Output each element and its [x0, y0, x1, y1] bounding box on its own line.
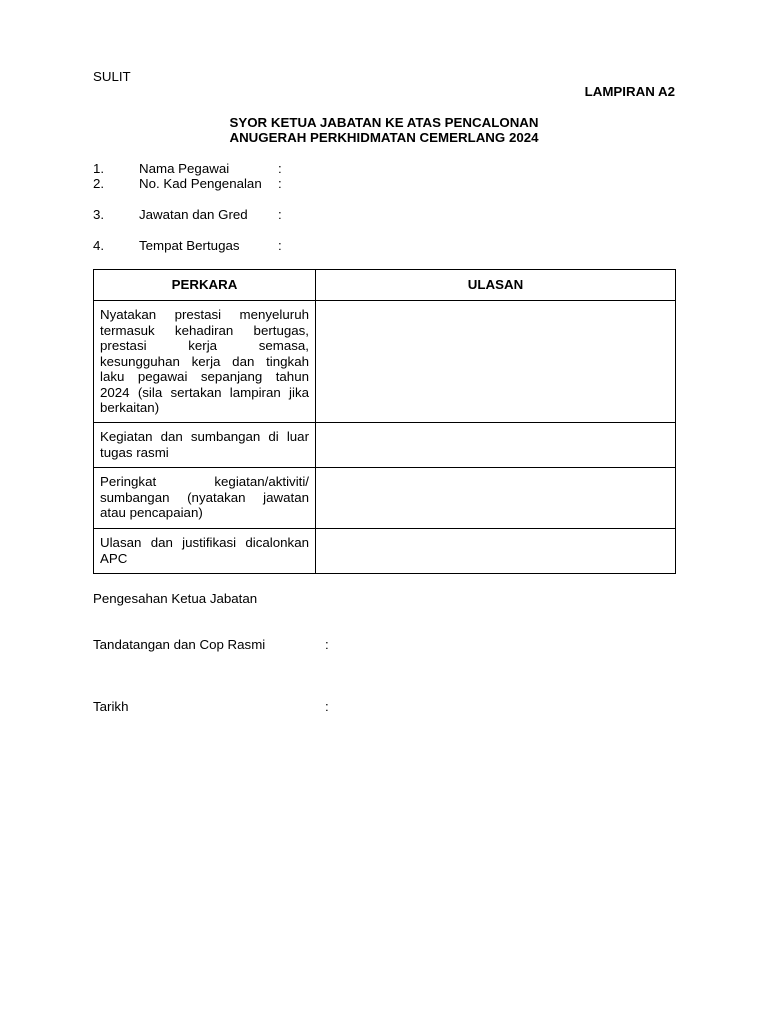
ulasan-cell[interactable] [316, 423, 676, 468]
field-label-kad-pengenalan: No. Kad Pengenalan [139, 176, 262, 191]
perkara-cell [94, 468, 316, 529]
perkara-text: Peringkat kegiatan/aktiviti/ sumbangan (nyatakan jawatan atau pencapaian) [100, 474, 309, 520]
table-row [94, 468, 676, 529]
ulasan-cell[interactable] [316, 468, 676, 529]
field-number: 4. [93, 238, 105, 253]
field-number: 3. [93, 207, 105, 222]
field-label-tempat-bertugas: Tempat Bertugas [139, 238, 240, 253]
perkara-cell [94, 301, 316, 423]
perkara-text: Nyatakan prestasi menyeluruh termasuk kehadiran bertugas, prestasi kerja semasa, kesungguhan kerja dan tingkah laku pegawai sepanjang tahun 2024 (sila sertakan lampiran jika berkaitan) [100, 307, 309, 415]
ulasan-text [316, 529, 675, 541]
table-row [94, 423, 676, 468]
document-title-line-1: SYOR KETUA JABATAN KE ATAS PENCALONAN [229, 115, 539, 130]
table-row [94, 529, 676, 574]
document-title-line-2: ANUGERAH PERKHIDMATAN CEMERLANG 2024 [229, 130, 539, 145]
perkara-text: Ulasan dan justifikasi dicalonkan APC [100, 535, 309, 566]
field-colon: : [278, 176, 282, 191]
field-colon: : [278, 207, 282, 222]
evaluation-table [93, 269, 676, 574]
perkara-cell [94, 423, 316, 468]
appendix-label: LAMPIRAN A2 [584, 84, 675, 99]
table-header-row [94, 270, 676, 301]
column-header-perkara: PERKARA [94, 270, 316, 301]
signature-label: Tandatangan dan Cop Rasmi [93, 637, 266, 652]
ulasan-text [316, 468, 675, 480]
field-colon: : [278, 161, 282, 176]
perkara-cell [94, 529, 316, 574]
field-colon: : [278, 238, 282, 253]
table-row [94, 301, 676, 423]
ulasan-text [316, 423, 675, 435]
field-number: 1. [93, 161, 105, 176]
ulasan-cell[interactable] [316, 301, 676, 423]
column-header-ulasan: ULASAN [316, 270, 676, 301]
date-colon: : [325, 699, 329, 714]
signature-colon: : [325, 637, 329, 652]
date-label: Tarikh [93, 699, 129, 714]
field-label-jawatan-gred: Jawatan dan Gred [139, 207, 248, 222]
classification-label: SULIT [93, 69, 131, 84]
field-number: 2. [93, 176, 105, 191]
ulasan-text [316, 301, 675, 313]
ulasan-cell[interactable] [316, 529, 676, 574]
approval-heading: Pengesahan Ketua Jabatan [93, 591, 258, 606]
perkara-text: Kegiatan dan sumbangan di luar tugas rasmi [100, 429, 309, 460]
field-label-nama-pegawai: Nama Pegawai [139, 161, 230, 176]
